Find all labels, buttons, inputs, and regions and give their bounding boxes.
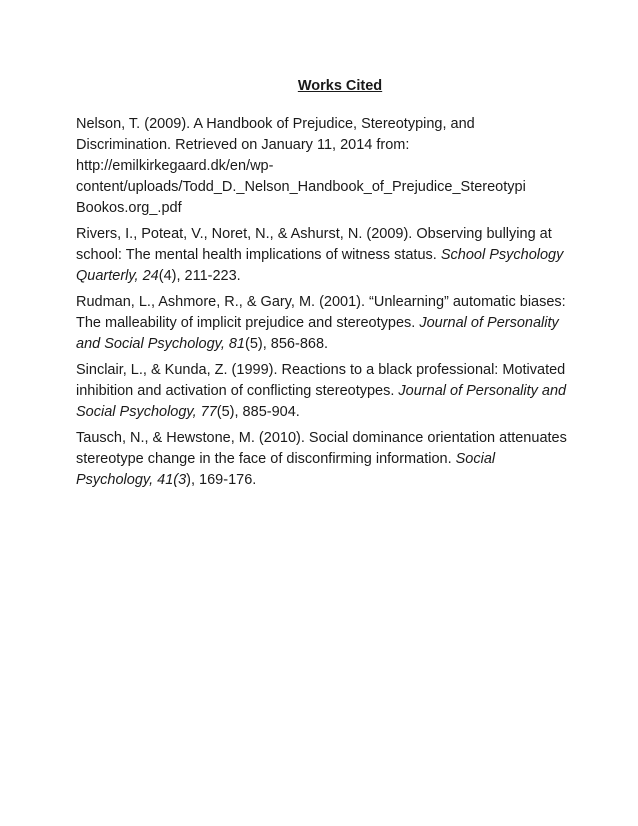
- citation-sinclair: [76, 360, 576, 423]
- citation-journal: Social Psychology, 41(3: [76, 451, 496, 488]
- citation-tausch: [76, 428, 576, 491]
- citation-journal: School Psychology Quarterly, 24: [76, 247, 564, 284]
- citation-line: Discrimination. Retrieved on January 11, 2014 from:: [76, 137, 410, 153]
- citation-text: Rivers, I., Poteat, V., Noret, N., & Ashurst, N. (2009). Observing bullying at school: The mental health implications of witness status.: [76, 226, 552, 263]
- citation-pages: (5), 885-904.: [216, 404, 300, 420]
- citation-text: Sinclair, L., & Kunda, Z. (1999). Reactions to a black professional: Motivated inhibition and activation of conflicting stereotypes.: [76, 362, 566, 399]
- citation-pages: (4), 211-223.: [158, 268, 241, 284]
- citation-rivers: [76, 224, 576, 287]
- citation-pages: ), 169-176.: [186, 472, 257, 488]
- citation-text: Tausch, N., & Hewstone, M. (2010). Social dominance orientation attenuates stereotype change in the face of disconfirming information.: [76, 430, 567, 467]
- citation-url-line: content/uploads/Todd_D._Nelson_Handbook_of_Prejudice_Stereotypi: [76, 179, 526, 195]
- citation-url-line: Bookos.org_.pdf: [76, 200, 182, 216]
- citation-line: Nelson, T. (2009). A Handbook of Prejudice, Stereotyping, and: [76, 116, 475, 132]
- citation-pages: (5), 856-868.: [245, 336, 329, 352]
- citation-text: Rudman, L., Ashmore, R., & Gary, M. (2001). “Unlearning” automatic biases: The malleability of implicit prejudice and stereotypes.: [76, 294, 566, 331]
- citation-nelson: [76, 114, 576, 219]
- works-cited-title: Works Cited: [297, 78, 383, 94]
- citation-rudman: [76, 292, 576, 355]
- citation-journal: Journal of Personality and Social Psychology, 81: [76, 315, 559, 352]
- citation-journal: Journal of Personality and Social Psychology, 77: [76, 383, 567, 420]
- citation-url-line: http://emilkirkegaard.dk/en/wp-: [76, 158, 274, 174]
